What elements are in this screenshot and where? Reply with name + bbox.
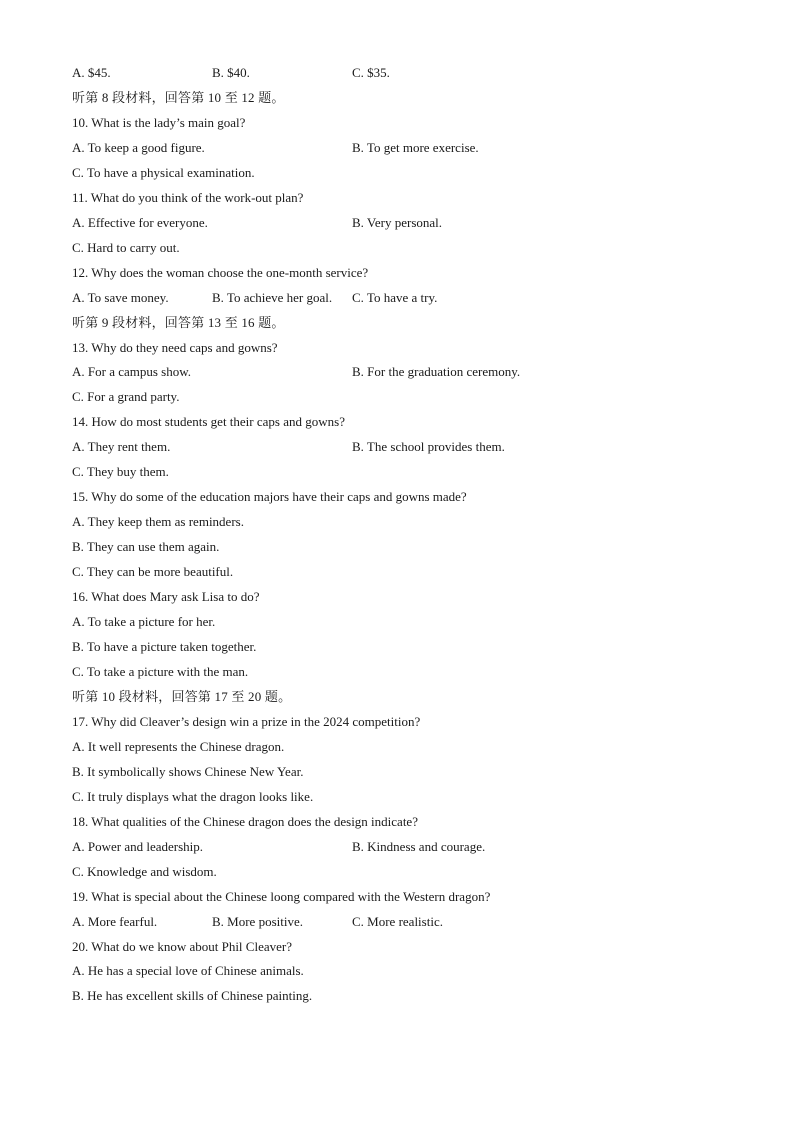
q15-option-a: A. They keep them as reminders. <box>72 514 244 529</box>
q9-option-a: A. $45. <box>72 65 111 80</box>
q15-stem: 15. Why do some of the education majors have their caps and gowns made? <box>72 489 467 504</box>
section-9-heading: 听第 9 段材料，回答第 13 至 16 题。 <box>72 315 285 330</box>
q12-option-a: A. To save money. <box>72 290 169 305</box>
q17-option-a: A. It well represents the Chinese dragon. <box>72 739 285 754</box>
q17-stem: 17. Why did Cleaver’s design win a prize in the 2024 competition? <box>72 714 421 729</box>
q11-option-a: A. Effective for everyone. <box>72 215 208 230</box>
q20-option-b: B. He has excellent skills of Chinese painting. <box>72 988 313 1003</box>
q11-option-c: C. Hard to carry out. <box>72 240 180 255</box>
q12-option-b: B. To achieve her goal. <box>212 290 333 305</box>
q20-stem: 20. What do we know about Phil Cleaver? <box>72 939 292 954</box>
q12-stem: 12. Why does the woman choose the one-month service? <box>72 265 369 280</box>
q17-option-b: B. It symbolically shows Chinese New Year. <box>72 764 304 779</box>
q15-option-c: C. They can be more beautiful. <box>72 564 234 579</box>
q19-stem: 19. What is special about the Chinese loong compared with the Western dragon? <box>72 889 491 904</box>
q14-stem: 14. How do most students get their caps and gowns? <box>72 414 345 429</box>
q9-option-c: C. $35. <box>352 65 390 80</box>
q18-option-a: A. Power and leadership. <box>72 839 204 854</box>
q16-stem: 16. What does Mary ask Lisa to do? <box>72 589 260 604</box>
q18-option-b: B. Kindness and courage. <box>352 839 486 854</box>
q19-option-c: C. More realistic. <box>352 914 443 929</box>
q10-option-a: A. To keep a good figure. <box>72 140 205 155</box>
q18-stem: 18. What qualities of the Chinese dragon does the design indicate? <box>72 814 418 829</box>
q16-option-a: A. To take a picture for her. <box>72 614 216 629</box>
q10-option-b: B. To get more exercise. <box>352 140 479 155</box>
section-10-heading: 听第 10 段材料，回答第 17 至 20 题。 <box>72 689 292 704</box>
q13-option-b: B. For the graduation ceremony. <box>352 364 521 379</box>
q14-option-a: A. They rent them. <box>72 439 171 454</box>
q10-stem: 10. What is the lady’s main goal? <box>72 115 246 130</box>
q10-option-c: C. To have a physical examination. <box>72 165 255 180</box>
q12-option-c: C. To have a try. <box>352 290 438 305</box>
q19-option-a: A. More fearful. <box>72 914 158 929</box>
q13-option-a: A. For a campus show. <box>72 364 192 379</box>
q9-option-b: B. $40. <box>212 65 250 80</box>
q15-option-b: B. They can use them again. <box>72 539 220 554</box>
q13-option-c: C. For a grand party. <box>72 389 180 404</box>
q13-stem: 13. Why do they need caps and gowns? <box>72 340 278 355</box>
section-8-heading: 听第 8 段材料，回答第 10 至 12 题。 <box>72 90 285 105</box>
q20-option-a: A. He has a special love of Chinese animals. <box>72 963 304 978</box>
q14-option-c: C. They buy them. <box>72 464 169 479</box>
q16-option-b: B. To have a picture taken together. <box>72 639 257 654</box>
q11-option-b: B. Very personal. <box>352 215 443 230</box>
q19-option-b: B. More positive. <box>212 914 303 929</box>
q17-option-c: C. It truly displays what the dragon looks like. <box>72 789 314 804</box>
q14-option-b: B. The school provides them. <box>352 439 505 454</box>
q16-option-c: C. To take a picture with the man. <box>72 664 249 679</box>
q11-stem: 11. What do you think of the work-out plan? <box>72 190 304 205</box>
q18-option-c: C. Knowledge and wisdom. <box>72 864 217 879</box>
